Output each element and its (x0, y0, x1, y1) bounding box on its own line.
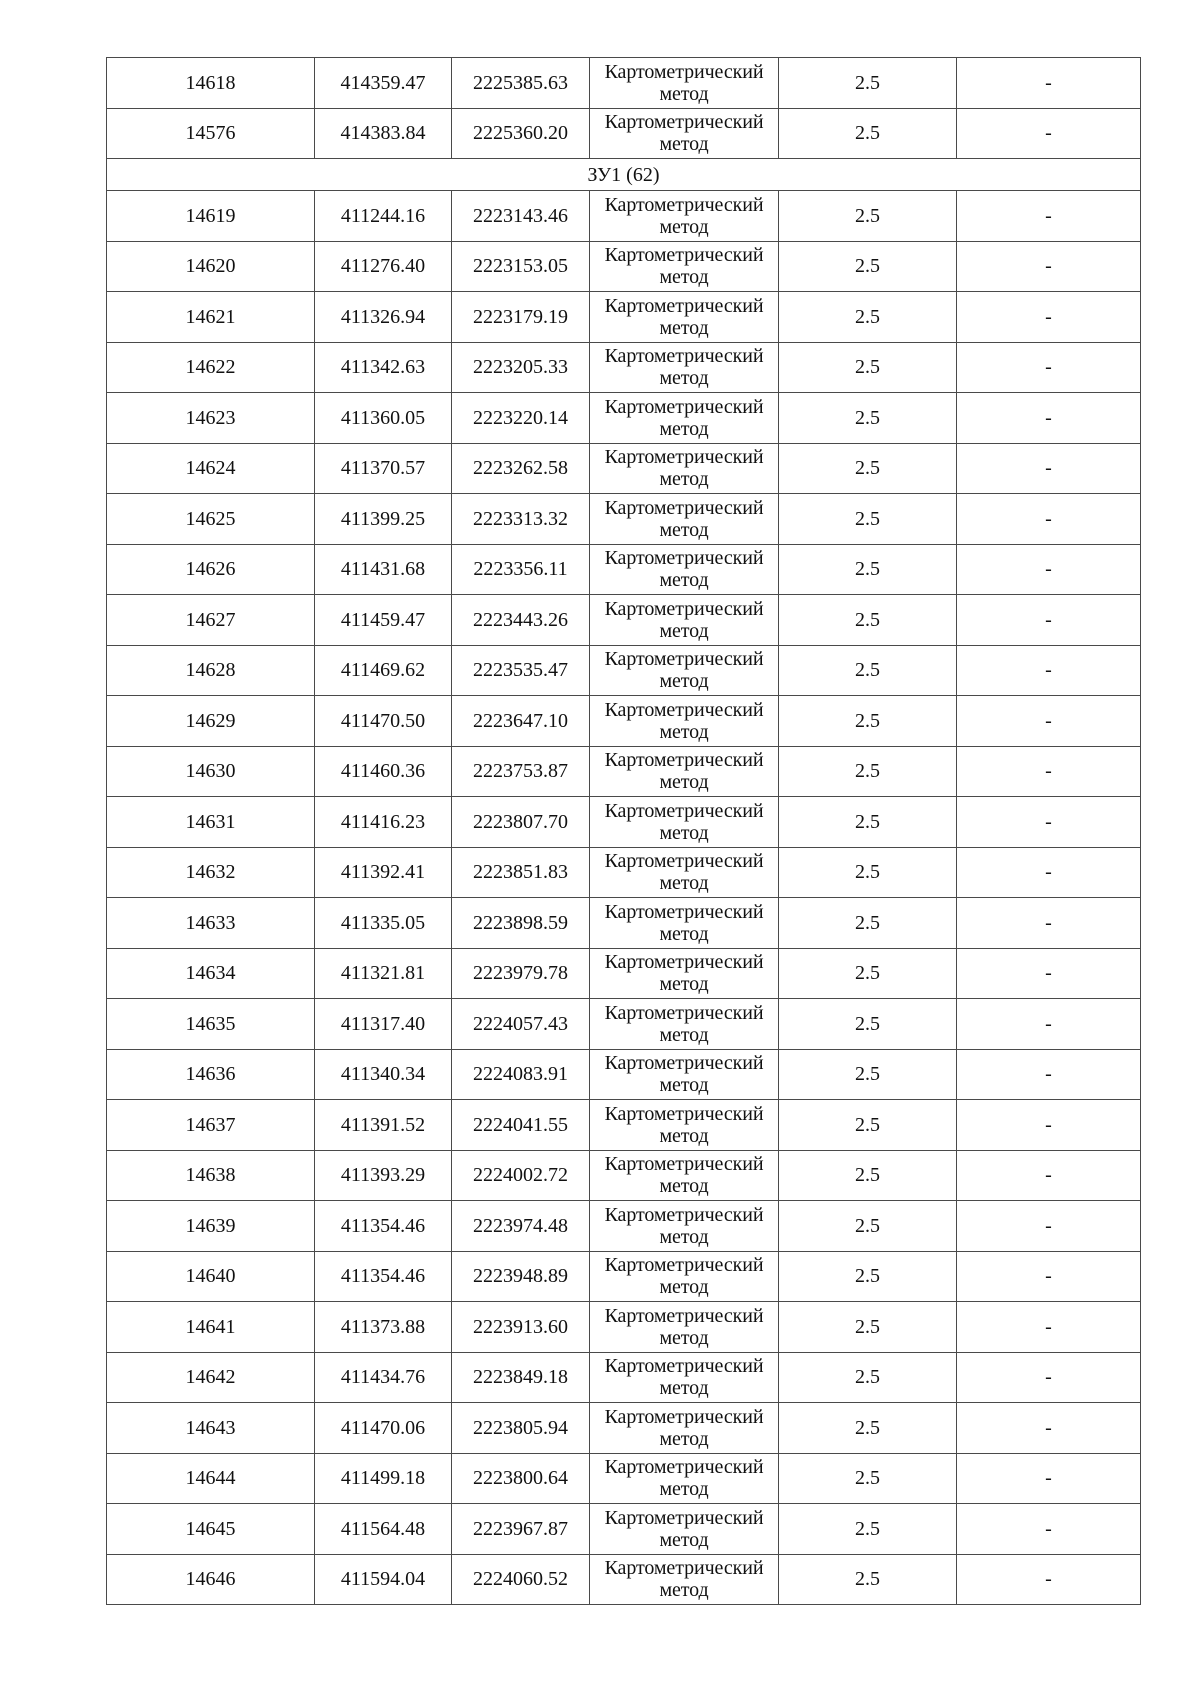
y-coordinate-cell: 2223205.33 (452, 342, 590, 393)
note-cell: - (957, 191, 1141, 242)
method-cell: Картометрический метод (590, 1453, 779, 1504)
table-row (107, 443, 1141, 494)
point-number-cell: 14620 (107, 241, 315, 292)
x-coordinate-cell: 411321.81 (315, 948, 452, 999)
note-cell: - (957, 1201, 1141, 1252)
point-number-cell: 14631 (107, 797, 315, 848)
accuracy-cell: 2.5 (779, 999, 957, 1050)
method-cell: Картометрический метод (590, 494, 779, 545)
point-number-cell: 14643 (107, 1403, 315, 1454)
method-cell: Картометрический метод (590, 999, 779, 1050)
method-cell: Картометрический метод (590, 342, 779, 393)
x-coordinate-cell: 411342.63 (315, 342, 452, 393)
x-coordinate-cell: 411373.88 (315, 1302, 452, 1353)
y-coordinate-cell: 2223800.64 (452, 1453, 590, 1504)
accuracy-cell: 2.5 (779, 1403, 957, 1454)
x-coordinate-cell: 411326.94 (315, 292, 452, 343)
y-coordinate-cell: 2225360.20 (452, 108, 590, 159)
table-row (107, 797, 1141, 848)
method-cell: Картометрический метод (590, 58, 779, 109)
point-number-cell: 14645 (107, 1504, 315, 1555)
note-cell: - (957, 393, 1141, 444)
accuracy-cell: 2.5 (779, 544, 957, 595)
point-number-cell: 14623 (107, 393, 315, 444)
accuracy-cell: 2.5 (779, 393, 957, 444)
y-coordinate-cell: 2224060.52 (452, 1554, 590, 1605)
note-cell: - (957, 1150, 1141, 1201)
method-cell: Картометрический метод (590, 645, 779, 696)
x-coordinate-cell: 411391.52 (315, 1100, 452, 1151)
table-row (107, 1504, 1141, 1555)
accuracy-cell: 2.5 (779, 1352, 957, 1403)
method-cell: Картометрический метод (590, 1201, 779, 1252)
point-number-cell: 14635 (107, 999, 315, 1050)
y-coordinate-cell: 2225385.63 (452, 58, 590, 109)
note-cell: - (957, 746, 1141, 797)
y-coordinate-cell: 2223535.47 (452, 645, 590, 696)
table-row (107, 948, 1141, 999)
point-number-cell: 14621 (107, 292, 315, 343)
x-coordinate-cell: 411499.18 (315, 1453, 452, 1504)
point-number-cell: 14639 (107, 1201, 315, 1252)
table-row (107, 1201, 1141, 1252)
accuracy-cell: 2.5 (779, 1150, 957, 1201)
point-number-cell: 14636 (107, 1049, 315, 1100)
y-coordinate-cell: 2224057.43 (452, 999, 590, 1050)
y-coordinate-cell: 2223647.10 (452, 696, 590, 747)
note-cell: - (957, 443, 1141, 494)
accuracy-cell: 2.5 (779, 241, 957, 292)
note-cell: - (957, 645, 1141, 696)
y-coordinate-cell: 2223443.26 (452, 595, 590, 646)
table-row (107, 393, 1141, 444)
table-row (107, 595, 1141, 646)
note-cell: - (957, 898, 1141, 949)
accuracy-cell: 2.5 (779, 1504, 957, 1555)
table-section-row (107, 159, 1141, 191)
table-row (107, 645, 1141, 696)
y-coordinate-cell: 2223898.59 (452, 898, 590, 949)
x-coordinate-cell: 411470.06 (315, 1403, 452, 1454)
method-cell: Картометрический метод (590, 1049, 779, 1100)
table-row (107, 746, 1141, 797)
accuracy-cell: 2.5 (779, 292, 957, 343)
note-cell: - (957, 544, 1141, 595)
point-number-cell: 14633 (107, 898, 315, 949)
method-cell: Картометрический метод (590, 948, 779, 999)
accuracy-cell: 2.5 (779, 948, 957, 999)
table-row (107, 1100, 1141, 1151)
table-row (107, 1150, 1141, 1201)
table-row (107, 1251, 1141, 1302)
method-cell: Картометрический метод (590, 191, 779, 242)
point-number-cell: 14618 (107, 58, 315, 109)
note-cell: - (957, 948, 1141, 999)
table-row (107, 1302, 1141, 1353)
y-coordinate-cell: 2223967.87 (452, 1504, 590, 1555)
method-cell: Картометрический метод (590, 696, 779, 747)
x-coordinate-cell: 414383.84 (315, 108, 452, 159)
accuracy-cell: 2.5 (779, 443, 957, 494)
point-number-cell: 14630 (107, 746, 315, 797)
y-coordinate-cell: 2223356.11 (452, 544, 590, 595)
point-number-cell: 14638 (107, 1150, 315, 1201)
method-cell: Картометрический метод (590, 443, 779, 494)
note-cell: - (957, 292, 1141, 343)
accuracy-cell: 2.5 (779, 1100, 957, 1151)
y-coordinate-cell: 2223313.32 (452, 494, 590, 545)
x-coordinate-cell: 411244.16 (315, 191, 452, 242)
note-cell: - (957, 1049, 1141, 1100)
x-coordinate-cell: 411469.62 (315, 645, 452, 696)
x-coordinate-cell: 411317.40 (315, 999, 452, 1050)
point-number-cell: 14627 (107, 595, 315, 646)
note-cell: - (957, 1554, 1141, 1605)
document-page (106, 57, 1140, 1605)
point-number-cell: 14628 (107, 645, 315, 696)
note-cell: - (957, 1100, 1141, 1151)
table-row (107, 1403, 1141, 1454)
accuracy-cell: 2.5 (779, 1453, 957, 1504)
y-coordinate-cell: 2223753.87 (452, 746, 590, 797)
table-row (107, 1049, 1141, 1100)
method-cell: Картометрический метод (590, 1251, 779, 1302)
coordinates-table (106, 57, 1141, 1605)
table-row (107, 1352, 1141, 1403)
method-cell: Картометрический метод (590, 847, 779, 898)
note-cell: - (957, 494, 1141, 545)
table-row (107, 847, 1141, 898)
y-coordinate-cell: 2224002.72 (452, 1150, 590, 1201)
note-cell: - (957, 999, 1141, 1050)
y-coordinate-cell: 2223849.18 (452, 1352, 590, 1403)
method-cell: Картометрический метод (590, 1504, 779, 1555)
x-coordinate-cell: 411399.25 (315, 494, 452, 545)
table-row (107, 696, 1141, 747)
accuracy-cell: 2.5 (779, 898, 957, 949)
method-cell: Картометрический метод (590, 797, 779, 848)
table-row (107, 898, 1141, 949)
x-coordinate-cell: 411564.48 (315, 1504, 452, 1555)
accuracy-cell: 2.5 (779, 1302, 957, 1353)
y-coordinate-cell: 2224041.55 (452, 1100, 590, 1151)
x-coordinate-cell: 414359.47 (315, 58, 452, 109)
table-row (107, 108, 1141, 159)
method-cell: Картометрический метод (590, 108, 779, 159)
table-row (107, 544, 1141, 595)
point-number-cell: 14632 (107, 847, 315, 898)
x-coordinate-cell: 411340.34 (315, 1049, 452, 1100)
table-row (107, 241, 1141, 292)
x-coordinate-cell: 411594.04 (315, 1554, 452, 1605)
table-row (107, 342, 1141, 393)
note-cell: - (957, 58, 1141, 109)
accuracy-cell: 2.5 (779, 797, 957, 848)
accuracy-cell: 2.5 (779, 58, 957, 109)
accuracy-cell: 2.5 (779, 847, 957, 898)
method-cell: Картометрический метод (590, 1352, 779, 1403)
point-number-cell: 14640 (107, 1251, 315, 1302)
point-number-cell: 14576 (107, 108, 315, 159)
point-number-cell: 14626 (107, 544, 315, 595)
point-number-cell: 14646 (107, 1554, 315, 1605)
point-number-cell: 14622 (107, 342, 315, 393)
point-number-cell: 14637 (107, 1100, 315, 1151)
accuracy-cell: 2.5 (779, 1251, 957, 1302)
x-coordinate-cell: 411354.46 (315, 1251, 452, 1302)
accuracy-cell: 2.5 (779, 1201, 957, 1252)
y-coordinate-cell: 2223220.14 (452, 393, 590, 444)
x-coordinate-cell: 411393.29 (315, 1150, 452, 1201)
note-cell: - (957, 595, 1141, 646)
note-cell: - (957, 696, 1141, 747)
table-row (107, 1554, 1141, 1605)
y-coordinate-cell: 2223153.05 (452, 241, 590, 292)
y-coordinate-cell: 2223974.48 (452, 1201, 590, 1252)
accuracy-cell: 2.5 (779, 1049, 957, 1100)
accuracy-cell: 2.5 (779, 494, 957, 545)
y-coordinate-cell: 2223143.46 (452, 191, 590, 242)
y-coordinate-cell: 2223948.89 (452, 1251, 590, 1302)
accuracy-cell: 2.5 (779, 696, 957, 747)
point-number-cell: 14642 (107, 1352, 315, 1403)
accuracy-cell: 2.5 (779, 108, 957, 159)
method-cell: Картометрический метод (590, 292, 779, 343)
accuracy-cell: 2.5 (779, 595, 957, 646)
method-cell: Картометрический метод (590, 241, 779, 292)
y-coordinate-cell: 2223805.94 (452, 1403, 590, 1454)
point-number-cell: 14625 (107, 494, 315, 545)
y-coordinate-cell: 2223262.58 (452, 443, 590, 494)
note-cell: - (957, 1302, 1141, 1353)
note-cell: - (957, 1352, 1141, 1403)
x-coordinate-cell: 411354.46 (315, 1201, 452, 1252)
note-cell: - (957, 342, 1141, 393)
coordinates-table-body (107, 58, 1141, 1605)
x-coordinate-cell: 411470.50 (315, 696, 452, 747)
method-cell: Картометрический метод (590, 1403, 779, 1454)
x-coordinate-cell: 411459.47 (315, 595, 452, 646)
point-number-cell: 14634 (107, 948, 315, 999)
y-coordinate-cell: 2223979.78 (452, 948, 590, 999)
y-coordinate-cell: 2224083.91 (452, 1049, 590, 1100)
table-row (107, 494, 1141, 545)
method-cell: Картометрический метод (590, 393, 779, 444)
note-cell: - (957, 797, 1141, 848)
note-cell: - (957, 1251, 1141, 1302)
accuracy-cell: 2.5 (779, 191, 957, 242)
y-coordinate-cell: 2223913.60 (452, 1302, 590, 1353)
y-coordinate-cell: 2223851.83 (452, 847, 590, 898)
table-row (107, 191, 1141, 242)
accuracy-cell: 2.5 (779, 746, 957, 797)
accuracy-cell: 2.5 (779, 645, 957, 696)
note-cell: - (957, 1403, 1141, 1454)
section-label: ЗУ1 (62) (107, 159, 1141, 191)
note-cell: - (957, 1504, 1141, 1555)
x-coordinate-cell: 411276.40 (315, 241, 452, 292)
x-coordinate-cell: 411431.68 (315, 544, 452, 595)
method-cell: Картометрический метод (590, 544, 779, 595)
table-row (107, 999, 1141, 1050)
x-coordinate-cell: 411434.76 (315, 1352, 452, 1403)
method-cell: Картометрический метод (590, 595, 779, 646)
note-cell: - (957, 108, 1141, 159)
point-number-cell: 14629 (107, 696, 315, 747)
accuracy-cell: 2.5 (779, 1554, 957, 1605)
point-number-cell: 14641 (107, 1302, 315, 1353)
x-coordinate-cell: 411370.57 (315, 443, 452, 494)
method-cell: Картометрический метод (590, 1100, 779, 1151)
x-coordinate-cell: 411460.36 (315, 746, 452, 797)
point-number-cell: 14619 (107, 191, 315, 242)
y-coordinate-cell: 2223807.70 (452, 797, 590, 848)
note-cell: - (957, 241, 1141, 292)
x-coordinate-cell: 411416.23 (315, 797, 452, 848)
point-number-cell: 14644 (107, 1453, 315, 1504)
x-coordinate-cell: 411360.05 (315, 393, 452, 444)
point-number-cell: 14624 (107, 443, 315, 494)
table-row (107, 1453, 1141, 1504)
method-cell: Картометрический метод (590, 898, 779, 949)
x-coordinate-cell: 411335.05 (315, 898, 452, 949)
accuracy-cell: 2.5 (779, 342, 957, 393)
method-cell: Картометрический метод (590, 1554, 779, 1605)
method-cell: Картометрический метод (590, 746, 779, 797)
y-coordinate-cell: 2223179.19 (452, 292, 590, 343)
table-row (107, 292, 1141, 343)
note-cell: - (957, 847, 1141, 898)
note-cell: - (957, 1453, 1141, 1504)
method-cell: Картометрический метод (590, 1302, 779, 1353)
method-cell: Картометрический метод (590, 1150, 779, 1201)
x-coordinate-cell: 411392.41 (315, 847, 452, 898)
table-row (107, 58, 1141, 109)
